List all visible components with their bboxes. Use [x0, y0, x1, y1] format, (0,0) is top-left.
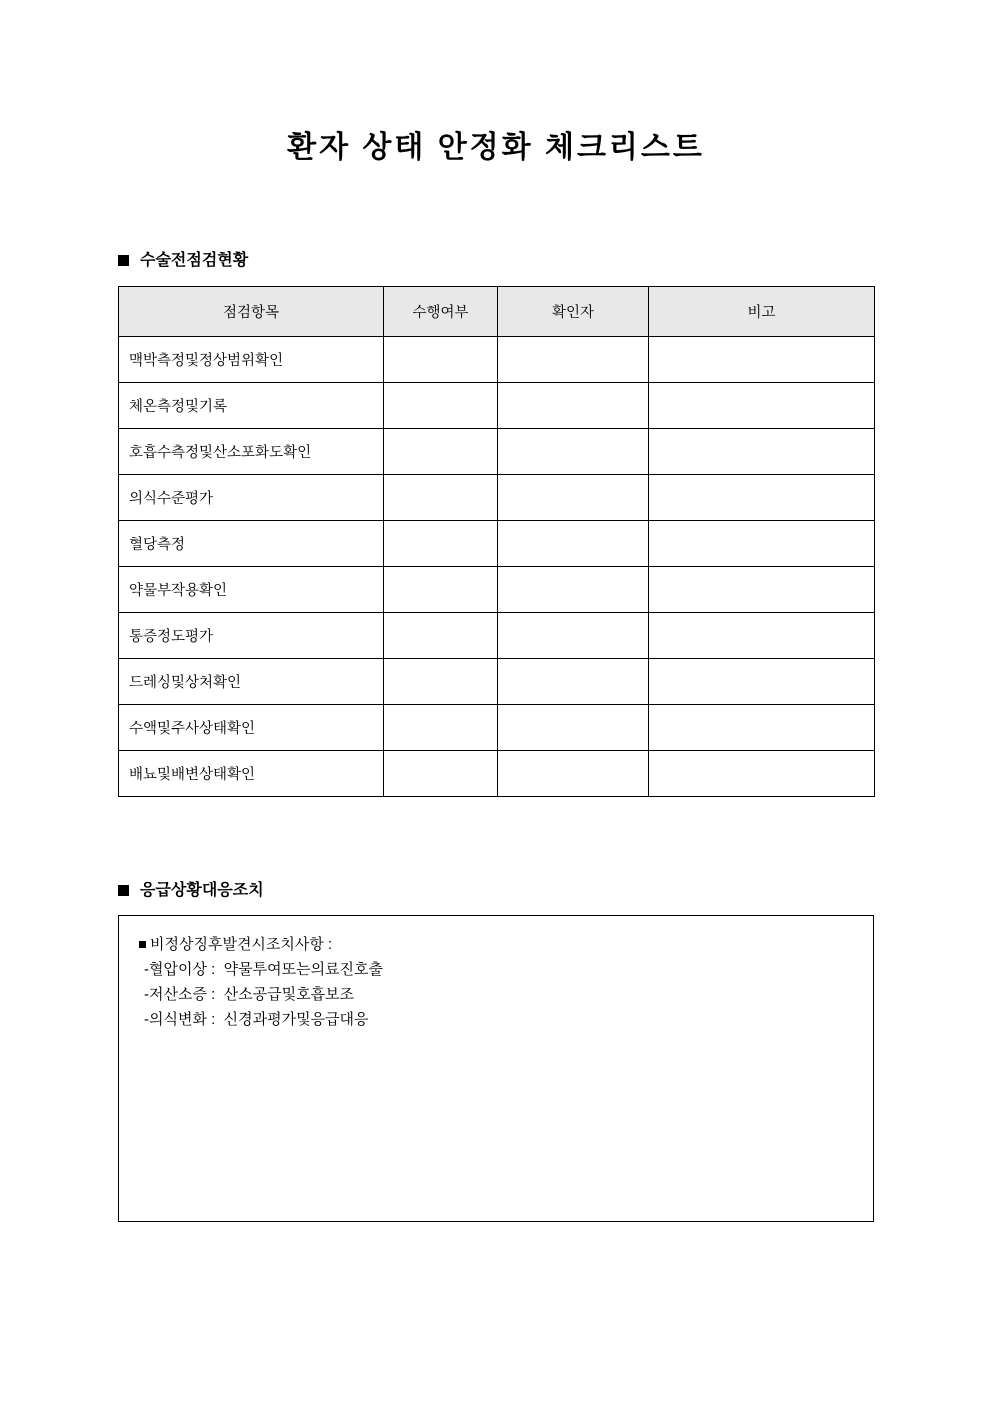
cell-check-item: 드레싱및상처확인 [119, 659, 384, 705]
emergency-measure-line: -저산소증 : 산소공급및호흡보조 [144, 986, 355, 1003]
cell-check-item: 체온측정및기록 [119, 383, 384, 429]
cell-check-item: 호흡수측정및산소포화도확인 [119, 429, 384, 475]
section-heading-emergency-label: 응급상황대응조치 [140, 882, 264, 899]
cell-remark[interactable] [649, 475, 875, 521]
cell-remark[interactable] [649, 567, 875, 613]
cell-remark[interactable] [649, 751, 875, 797]
cell-check-item: 약물부작용확인 [119, 567, 384, 613]
page-title: 환자 상태 안정화 체크리스트 [287, 131, 705, 164]
emergency-lead-line [139, 932, 853, 957]
section-heading-emergency [118, 881, 264, 900]
cell-verifier[interactable] [498, 659, 649, 705]
section-heading-pre-op-label: 수술전점검현황 [140, 252, 249, 269]
cell-verifier[interactable] [498, 613, 649, 659]
table-row [119, 613, 875, 659]
table-row [119, 337, 875, 383]
column-header-performed: 수행여부 [384, 287, 498, 337]
cell-check-item: 수액및주사상태확인 [119, 705, 384, 751]
cell-verifier[interactable] [498, 705, 649, 751]
emergency-response-box[interactable] [118, 915, 874, 1222]
column-header-item: 점검항목 [119, 287, 384, 337]
table-row [119, 659, 875, 705]
cell-verifier[interactable] [498, 751, 649, 797]
square-bullet-icon [118, 255, 129, 266]
column-header-verifier: 확인자 [498, 287, 649, 337]
cell-remark[interactable] [649, 521, 875, 567]
cell-check-item: 맥박측정및정상범위확인 [119, 337, 384, 383]
table-row [119, 567, 875, 613]
cell-performed[interactable] [384, 521, 498, 567]
emergency-measure-line: -혈압이상 : 약물투여또는의료진호출 [144, 961, 384, 978]
table-row [119, 475, 875, 521]
table-header [119, 287, 875, 337]
emergency-measure-list [139, 957, 853, 1032]
cell-performed[interactable] [384, 751, 498, 797]
section-heading-pre-op [118, 251, 248, 270]
cell-remark[interactable] [649, 613, 875, 659]
pre-op-checklist-table [118, 286, 875, 797]
table-row [119, 429, 875, 475]
table-header-row [119, 287, 875, 337]
cell-check-item: 의식수준평가 [119, 475, 384, 521]
table-body [119, 337, 875, 797]
cell-performed[interactable] [384, 429, 498, 475]
column-header-remark: 비고 [649, 287, 875, 337]
cell-verifier[interactable] [498, 521, 649, 567]
cell-performed[interactable] [384, 705, 498, 751]
table-row [119, 521, 875, 567]
table-row [119, 705, 875, 751]
cell-verifier[interactable] [498, 475, 649, 521]
table-row [119, 751, 875, 797]
cell-check-item: 배뇨및배변상태확인 [119, 751, 384, 797]
cell-remark[interactable] [649, 383, 875, 429]
cell-verifier[interactable] [498, 567, 649, 613]
cell-remark[interactable] [649, 659, 875, 705]
cell-verifier[interactable] [498, 383, 649, 429]
small-square-bullet-icon [139, 941, 146, 948]
cell-remark[interactable] [649, 337, 875, 383]
cell-check-item: 통증정도평가 [119, 613, 384, 659]
cell-verifier[interactable] [498, 337, 649, 383]
cell-verifier[interactable] [498, 429, 649, 475]
cell-performed[interactable] [384, 659, 498, 705]
cell-performed[interactable] [384, 475, 498, 521]
table-row [119, 383, 875, 429]
cell-performed[interactable] [384, 567, 498, 613]
cell-remark[interactable] [649, 429, 875, 475]
emergency-measure-line: -의식변화 : 신경과평가및응급대응 [144, 1011, 369, 1028]
emergency-lead-label: 비정상징후발견시조치사항 : [150, 936, 333, 953]
cell-check-item: 혈당측정 [119, 521, 384, 567]
cell-performed[interactable] [384, 613, 498, 659]
cell-performed[interactable] [384, 383, 498, 429]
cell-remark[interactable] [649, 705, 875, 751]
square-bullet-icon [118, 885, 129, 896]
cell-performed[interactable] [384, 337, 498, 383]
